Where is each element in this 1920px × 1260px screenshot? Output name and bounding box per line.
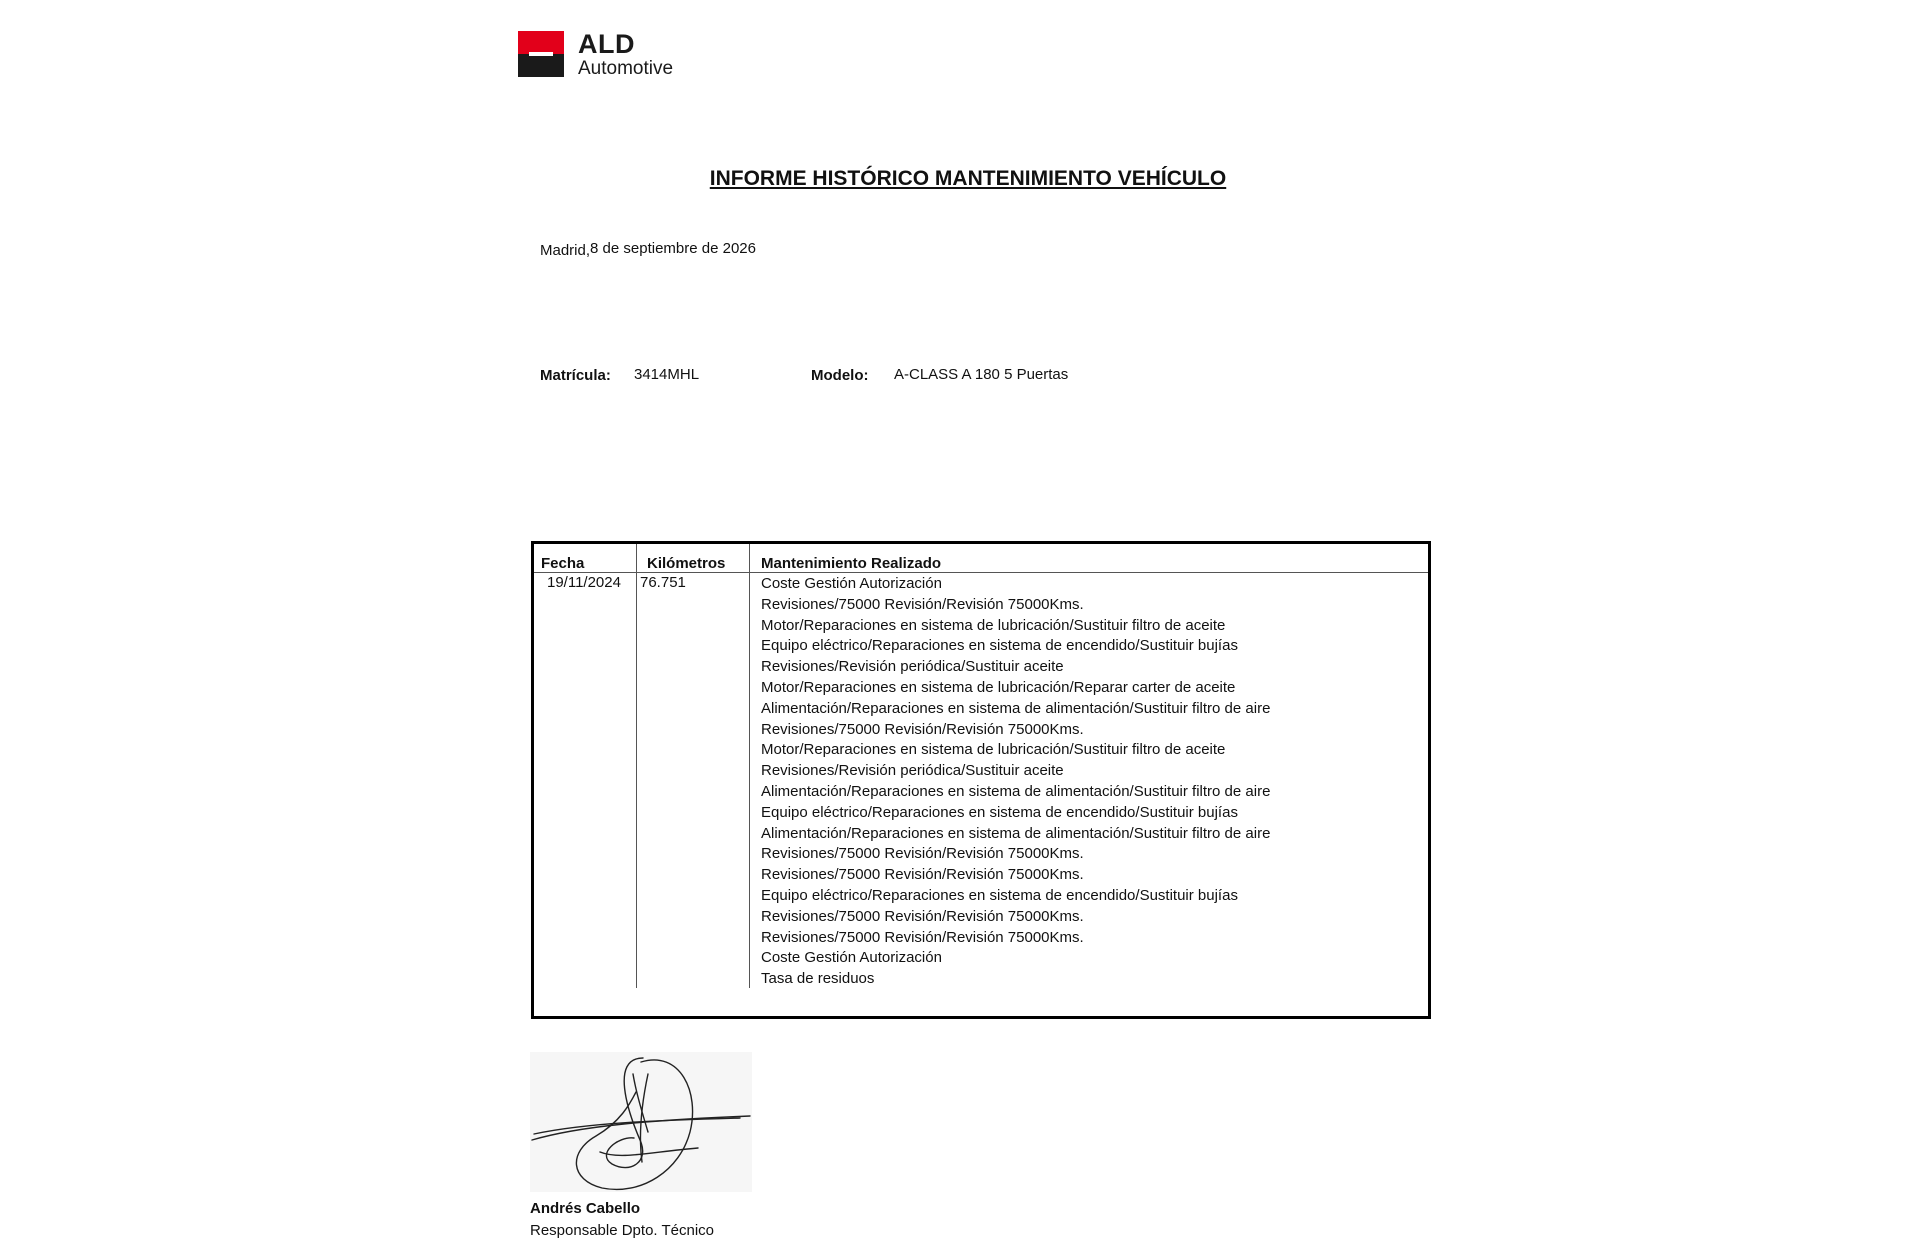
logo-text-automotive: Automotive [578,58,674,79]
header-date: Fecha [541,555,585,572]
signer-role: Responsable Dpto. Técnico [530,1222,714,1239]
header-maintenance: Mantenimiento Realizado [761,555,942,572]
model-value: A-CLASS A 180 5 Puertas [894,366,1069,383]
maintenance-item: Revisiones/Revisión periódica/Sustituir aceite [761,762,1064,780]
maintenance-item: Revisiones/75000 Revisión/Revisión 75000Kms. [761,720,1084,738]
maintenance-item: Revisiones/75000 Revisión/Revisión 75000Kms. [761,907,1084,925]
model-label: Modelo: [811,367,869,384]
maintenance-item: Revisiones/Revisión periódica/Sustituir aceite [761,658,1064,676]
plate-label: Matrícula: [540,367,611,384]
place-text: Madrid, [540,242,591,259]
document-title: INFORME HISTÓRICO MANTENIMIENTO VEHÍCULO [709,167,1227,190]
maintenance-item: Coste Gestión Autorización [761,949,942,967]
signer-name: Andrés Cabello [530,1200,641,1217]
header-km: Kilómetros [647,555,726,572]
maintenance-item: Equipo eléctrico/Reparaciones en sistema de encendido/Sustituir bujías [761,637,1238,655]
maintenance-item: Tasa de residuos [761,970,875,988]
signature-image [530,1052,752,1192]
company-logo [518,31,692,79]
maintenance-item: Equipo eléctrico/Reparaciones en sistema de encendido/Sustituir bujías [761,803,1238,821]
maintenance-item: Alimentación/Reparaciones en sistema de alimentación/Sustituir filtro de aire [761,782,1271,800]
maintenance-item: Revisiones/75000 Revisión/Revisión 75000Kms. [761,928,1084,946]
maintenance-item: Motor/Reparaciones en sistema de lubricación/Sustituir filtro de aceite [761,741,1226,759]
place-date [540,240,756,257]
header-divider [534,572,1428,573]
maintenance-item: Alimentación/Reparaciones en sistema de alimentación/Sustituir filtro de aire [761,824,1271,842]
maintenance-item: Motor/Reparaciones en sistema de lubricación/Sustituir filtro de aceite [761,616,1226,634]
maintenance-item: Alimentación/Reparaciones en sistema de alimentación/Sustituir filtro de aire [761,699,1271,717]
column-divider [749,544,750,988]
column-divider [636,544,637,988]
row-km: 76.751 [640,574,686,591]
logo-mark-icon [518,31,564,77]
maintenance-list [761,574,1270,990]
maintenance-table [531,541,1431,1019]
maintenance-item: Revisiones/75000 Revisión/Revisión 75000Kms. [761,595,1084,613]
logo-text-ald: ALD [578,29,635,59]
signature-icon [530,1052,752,1192]
plate-value: 3414MHL [634,366,700,383]
date-text: 8 de septiembre de 2026 [590,240,756,257]
maintenance-item: Equipo eléctrico/Reparaciones en sistema de encendido/Sustituir bujías [761,886,1238,904]
maintenance-item: Revisiones/75000 Revisión/Revisión 75000Kms. [761,845,1084,863]
maintenance-item: Coste Gestión Autorización [761,575,942,592]
row-date: 19/11/2024 [547,574,621,591]
maintenance-item: Motor/Reparaciones en sistema de lubricación/Reparar carter de aceite [761,678,1236,696]
maintenance-item: Revisiones/75000 Revisión/Revisión 75000Kms. [761,866,1084,884]
